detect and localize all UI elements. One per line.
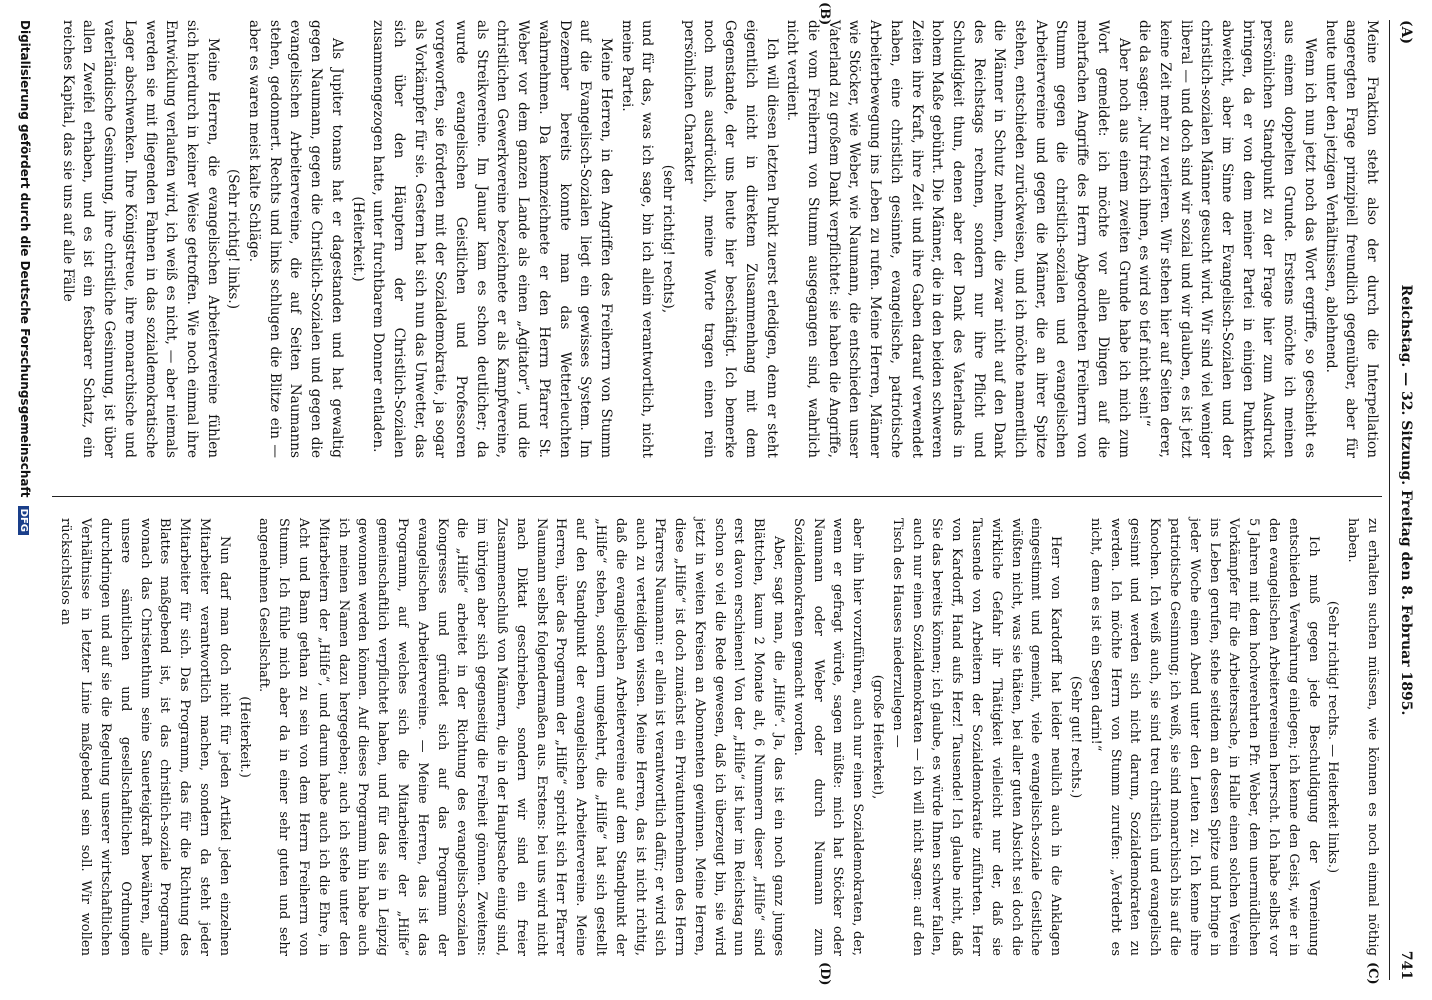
header-title: Reichstag. — 32. Sitzung. Freitag den 8. Februar 1895. [1398,284,1414,716]
page-header [1389,20,1414,980]
margin-marker-b: (B) [817,2,832,26]
paragraph: Aber noch aus einem zweiten Grunde habe ich mich zum Wort gemeldet: ich möchte vor allen Dingen auf die mehrfachen Angriffe des Herrn Abgeordneten Freiherrn von Stumm gegen die christlich-sozialen und evangelischen Arbeitervereine und gegen die Männer, die an ihrer Spitze stehen, entschieden zurückweisen, und ich möchte namentlich die Männer in Schutz nehmen, die zwar nicht auf den Dank des Reichstags rechnen, sondern nur ihre Pflicht und Schuldigkeit thun, denen aber der Dank des Vaterlands in hohem Maße gebührt. Die Männer, die in den beiden schweren Zeiten ihre Kraft, ihre Zeit und ihre Gaben darauf verwendet haben, eine christlich gesinnte, evangelische, patriotische Arbeiterbewegung ins Leben zu rufen. Meine Herren, Männer wie Stöcker, wie Weber, wie Naumann, die entschieden unser Vaterland zu großem Dank verpflichtet: sie haben die Angriffe, die vom Freiherrn von Stumm ausgegangen sind, wahrlich nicht verdient. [784,20,1132,458]
paragraph: Wenn ich nun jetzt noch das Wort ergriffe, so geschieht es aus einem doppelten Grunde. Erstens möchte ich meinen persönlichen Standpunkt zu der Frage hier zum Ausdruck bringen, da er von dem meiner Partei in einigen Punkten abweicht, aber im Sinne der Evangelisch-Sozialen und der christlich-sozialen Männer gesucht wird. Wir sind viel weniger liberal — und doch sind wir sozial und wir glauben, es ist jetzt keine Zeit mehr zu verlieren. Wir stehen hier auf Seiten derer, die da sagen: „Nur frisch ihnen, es wird so tief nicht sein!“ [1136,20,1318,458]
paragraph: zu erhalten suchen müssen, wie können es noch einmal nöthig haben. [1345,518,1380,956]
paragraph: Herr von Kardorff hat leider neulich auch in die Anklagen eingestimmt und gemeint, viele evangelisch-soziale Geistliche wüßten nicht, was sie thäten, bei aller guten Absicht sei doch die wirkliche Gefahr ihr Thätigkeit vielleicht nur der, daß sie Tausende von Arbeitern der Sozialdemokratie zuführten. Herr von Kardorff, Hand aufs Herz! Tausende! Ich glaube nicht, daß Sie das bereits können; ich glaube, es würde Ihnen schwer fallen, auch nur einen Sozialdemokraten — ich will nicht sagen: auf den Tisch des Hauses niederzulegen — [889,518,1064,956]
paragraph: Aber, sagt man, die „Hilfe“. Ja, das ist ein noch ganz junges Blättchen, kaum 2 Monate alt, 6 Nummern dieser „Hilfe“ sind erst davon erschienen! Von der „Hilfe“ ist hier im Reichstag nun schon so viel die Rede gewesen, daß ich überzeugt bin, sie wird jetzt in weiten Kreisen an Abonnenten gewinnen. Meine Herren, diese „Hilfe“ ist doch zunächst ein Privatunternehmen des Herrn Pfarrers Naumann: er allein ist verantwortlich dafür; er wird sich auch zu verteidigen wissen. Meine Herren, das ist nicht richtig, daß die evangelischen Arbeitervereine auf dem Standpunkt der „Hilfe“ stehen, sondern umgekehrt, die „Hilfe“ hat sich gestellt auf den Standpunkt der evangelischen Arbeitervereine. Meine Herren, über das Programm der „Hilfe“ spricht sich Herr Pfarrer Naumann selbst folgendermaßen aus. Erstens: bei uns wird nicht nach Diktat geschrieben, sondern wir sind ein freier Zusammenschluß von Männern, die in der Hauptsache einig sind, im übrigen aber sich gegenseitig die Freiheit gönnen. Zweitens: die „Hilfe“ arbeitet in der Richtung des evangelisch-sozialen Kongresses und gründet sich auf das Programm der evangelischen Arbeitervereine. — Meine Herren, das ist das Programm, auf welches sich die Mitarbeiter der „Hilfe“ gemeinschaftlich verpflichtet haben, und für das sie in Leipzig gewonnen werden können. Auf dieses Programm hin habe auch ich meinen Namen dazu hergegeben; auch ich stehe unter den Mitarbeitern der „Hilfe“, und darum habe auch ich die Ehre, in Acht und Bann gethan zu sein von dem Herrn Freiherrn von Stumm. Ich fühle mich aber da in einer sehr guten und sehr angenehmen Gesellschaft. [256,518,787,956]
left-column [52,20,1382,458]
paragraph: Als Jupiter tonans hat er dagestanden und hat gewaltig gegen Naumann, gegen die Christlich-Sozialen und gegen die evangelischen Arbeitervereine, die auf Seiten Naumanns stehen, gedonnert. Rechts und links schlugen die Blitze ein — aber es waren meist kalte Schläge. [246,20,345,458]
paragraph: Meine Herren, die evangelischen Arbeitervereine fühlen sich hierdurch in keiner Weise getroffen. Wie noch einmal ihre Entwicklung verlaufen wird, ich weiß es nicht, — aber niemals werden sie mit fliegenden Fahnen in das sozialdemokratische Lager abschwenken. Ihre Königstreue, ihre monarchische und vaterländische Gesinnung, ihre christliche Gesinnung, ist über allen Zweifel erhaben, und es ist ein festbarer Schatz, ein reiches Kapital, das sie uns auf alle Fälle [59,20,221,458]
paragraph: aber ihn hier vorzuführen, auch nur einen Sozialdemokraten, der, wenn er gefragt würde, sagen müßte: mich hat Stöcker oder Naumann oder Weber oder durch Naumann zum Sozialdemokraten gemacht worden. [790,518,866,956]
interjection: (Sehr gut! rechts.) [1068,675,1084,799]
paragraph: Nun darf man doch nicht für jeden Artikel jeden einzelnen Mitarbeiter verantwortlich machen, sondern da steht jeder Mitarbeiter für sich. Das Programm, das für die Richtung des Blattes maßgebend ist, ist das christlich-soziale Programm, wonach das Christenthum seine Sauerteigkraft bewähren, alle unsere sämtlichen und gesellschaftlichen Ordnungen durchdringen und auf sie die Regelung unserer wirtschaftlichen Verhältnisse in letzter Linie maßgebend sein soll. Wir wollen rücksichtslos an [58,518,232,956]
page-number: 741 [1398,950,1414,980]
paragraph: Ich will diesen letzten Punkt zuerst erledigen, denn er steht eigentlich nicht in direktem Zusammenhang mit dem Gegenstande, der uns heute hier beschäftigt. Ich bemerke noch mals ausdrücklich, meine Worte tragen einen rein persönlichen Charakter [680,20,780,458]
digitization-footer [18,20,32,535]
dfg-logo: DFG [18,506,29,535]
header-margin-label: (A) [1398,20,1414,45]
interjection: (sehr richtig! rechts), [660,164,677,314]
paragraph: und für das, was ich sage, bin ich allein verantwortlich, nicht meine Partei. [618,20,656,458]
interjection: (Sehr richtig! rechts. — Heiterkeit links.) [1325,600,1341,874]
interjection: (große Heiterkeit), [870,674,886,800]
margin-marker-c: (C) [1365,962,1380,985]
margin-marker-d: (D) [817,962,832,986]
interjection: (Sehr richtig! links.) [225,168,242,310]
paragraph: Ich muß gegen jede Beschuldigung der Verneinung entschieden Verwahrung einlegen; ich kenne den Geist, wie er in den evangelischen Arbeitervereinen herrscht. Ich habe selbst vor 5 Jahren mit dem hochverehrten Pfr. Weber, dem unermüdlichen Vorkämpfer für die Arbeitersache, in Halle einen solchen Verein ins Leben gerufen, stehe seitdem an dessen Spitze und bringe in jeder Woche einen Abend unter den Leuten zu. Ich kenne ihre patriotische Gesinnung; ich weiß, sie sind monarchisch bis auf die Knochen. Ich weiß auch, sie sind treu christlich und evangelisch gesinnt und werden sich nicht darum, Sozialdemokraten zu werden. Ich möchte Herrn von Stumm zurufen: „Verderbt es nicht, denn es ist ein Segen darin!“ [1087,518,1321,956]
footer-text: Digitalisierung gefördert durch die Deutsche Forschungsgemeinschaft [18,20,32,498]
right-column [52,518,1382,956]
interjection: (Heiterkeit.) [349,196,366,282]
paragraph: Meine Herren, in den Angriffen des Freiherrn von Stumm auf die Evangelisch-Sozialen liegt ein gewisses System. Im Dezember bereits konnte man das Wetterleuchten wahrnehmen. Da kennzeichnete er den Herrn Pfarrer St. Weber vor dem ganzen Lande als einen „Agitator“, und die christlichen Gewerkvereine bezeichnete er als Kampfvereine, als Streikvereine. Im Januar kam es schon deutlicher; da wurde evangelischen Geistlichen und Professoren vorgeworfen, sie förderten mit der Sozialdemokratie, ja sogar als Vorkämpfer für sie. Gestern hat sich nun das Unwetter, das sich über den Häuptern der Christlich-Sozialen zusammengezogen hatte, unter furchtbarem Donner entladen. [370,20,614,458]
interjection: (Heiterkeit.) [236,696,252,778]
column-divider [52,496,1382,497]
paragraph: Meine Fraktion steht also der durch die Interpellation angeregten Frage prinzipiell freundlich gegenüber, aber für heute unter den jetzigen Verhältnissen, ablehnend. [1322,20,1380,458]
